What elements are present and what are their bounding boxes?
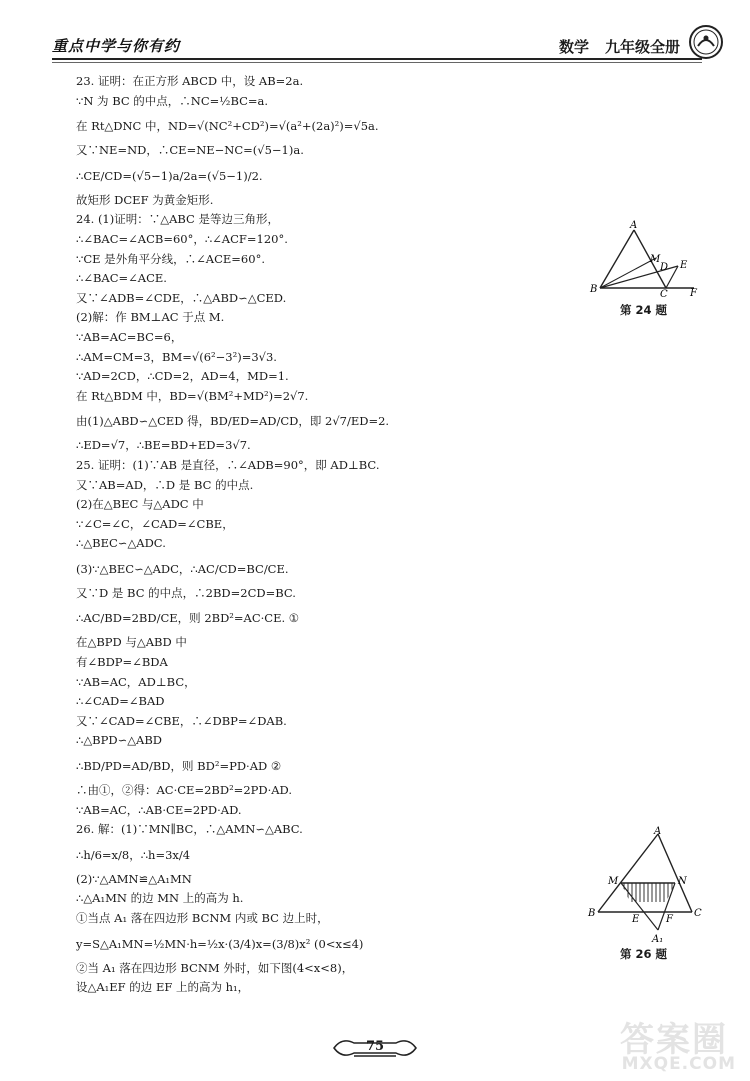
- fig24-label-d: D: [660, 262, 669, 273]
- fig26-label-f: F: [666, 914, 673, 925]
- figure-26-diagram: [584, 826, 708, 946]
- figure-24-diagram: [586, 218, 702, 298]
- text-line: ∴△BPD∽△ABD: [76, 733, 163, 748]
- fig24-label-c: C: [660, 289, 668, 298]
- text-line: ∴BD/PD=AD/BD，则 BD²=PD·AD ②: [76, 759, 282, 774]
- text-line: ∴ED=√7，∴BE=BD+ED=3√7.: [76, 438, 251, 453]
- text-line: ∵AB=AC，∴AB·CE=2PD·AD.: [76, 802, 242, 817]
- text-line: 又∵D 是 BC 的中点，∴2BD=2CD=BC.: [76, 585, 296, 600]
- figure-24-caption: 第 24 题: [620, 303, 668, 317]
- text-line: ∵∠C=∠C，∠CAD=∠CBE，: [76, 516, 234, 531]
- text-line: 又∵AB=AD，∴D 是 BC 的中点.: [76, 477, 254, 492]
- solution-text: [76, 72, 576, 998]
- fig24-label-e: E: [680, 260, 688, 271]
- fig26-label-e: E: [632, 914, 640, 925]
- text-line: ∴△BEC∽△ADC.: [76, 536, 166, 551]
- text-line: 26. 解：(1)∵MN∥BC，∴△AMN∽△ABC.: [76, 822, 303, 837]
- text-line: (2)∵△AMN≌△A₁MN: [76, 871, 192, 886]
- header-grade: 九年级全册: [604, 38, 680, 56]
- text-line: ∴AC/BD=2BD/CE，则 2BD²=AC·CE. ①: [76, 611, 300, 626]
- header-rule: [52, 58, 702, 60]
- watermark-url: MXQE.COM: [621, 1054, 736, 1074]
- text-line: ∵AD=2CD，∴CD=2，AD=4，MD=1.: [76, 369, 289, 384]
- text-line: ∴h/6=x/8，∴h=3x/4: [76, 847, 191, 862]
- fig26-label-b: B: [588, 908, 596, 919]
- fig26-label-n: N: [678, 876, 687, 887]
- text-line: 在△BPD 与△ABD 中: [76, 635, 187, 650]
- fig24-label-b: B: [590, 284, 598, 295]
- text-line: 故矩形 DCEF 为黄金矩形.: [76, 192, 214, 207]
- text-line: ∴CE/CD=(√5−1)a/2a=(√5−1)/2.: [76, 168, 263, 183]
- fig26-label-c: C: [694, 908, 702, 919]
- text-line: 由(1)△ABD∽△CED 得，BD/ED=AD/CD，即 2√7/ED=2.: [76, 414, 390, 429]
- watermark: [574, 1010, 744, 1076]
- fig26-hatch: [624, 881, 672, 904]
- text-line: ∴AM=CM=3，BM=√(6²−3²)=3√3.: [76, 349, 277, 364]
- text-line: ∴△A₁MN 的边 MN 上的高为 h.: [76, 891, 244, 906]
- text-line: y=S△A₁MN=½MN·h=½x·(3/4)x=(3/8)x² (0<x≤4): [76, 936, 364, 951]
- text-line: ∴∠CAD=∠BAD: [76, 694, 165, 709]
- fig26-label-m: M: [608, 876, 619, 887]
- text-line: 24. (1)证明：∵△ABC 是等边三角形，: [76, 212, 280, 227]
- text-line: (2)解：作 BM⊥AC 于点 M.: [76, 310, 225, 325]
- text-line: 25. 证明：(1)∵AB 是直径，∴∠ADB=90°，即 AD⊥BC.: [76, 457, 380, 472]
- text-line: ∴∠BAC=∠ACE.: [76, 271, 167, 286]
- text-line: ①当点 A₁ 落在四边形 BCNM 内或 BC 边上时，: [76, 911, 329, 925]
- text-line: 设△A₁EF 的边 EF 上的高为 h₁，: [76, 980, 250, 995]
- figure-26-caption: 第 26 题: [620, 947, 668, 961]
- text-line: (3)∵△BEC∽△ADC，∴AC/CD=BC/CE.: [76, 561, 289, 576]
- header-emblem-icon: [688, 24, 724, 60]
- text-line: 又∵NE=ND，∴CE=NE−NC=(√5−1)a.: [76, 143, 304, 158]
- text-line: 在 Rt△DNC 中，ND=√(NC²+CD²)=√(a²+(2a)²)=√5a.: [76, 119, 379, 134]
- fig26-label-a: A: [654, 826, 662, 837]
- text-line: ∴由①，②得：AC·CE=2BD²=2PD·AD.: [76, 783, 293, 798]
- text-line: 23. 证明：在正方形 ABCD 中，设 AB=2a.: [76, 74, 304, 88]
- text-line: ∵AB=AC，AD⊥BC，: [76, 674, 196, 689]
- page-number: 75: [365, 1039, 385, 1054]
- header-logo: [52, 34, 222, 56]
- text-line: ∵N 为 BC 的中点，∴NC=½BC=a.: [76, 93, 269, 108]
- header-logo-text: 重点中学与你有约: [52, 36, 181, 55]
- fig24-label-a: A: [630, 220, 638, 231]
- text-line: ②当 A₁ 落在四边形 BCNM 外时，如下图(4<x<8)，: [76, 960, 354, 975]
- text-line: 又∵∠CAD=∠CBE，∴∠DBP=∠DAB.: [76, 713, 287, 728]
- header-rule-thin: [52, 62, 702, 63]
- header-subject: 数学: [558, 38, 589, 56]
- text-line: 在 Rt△BDM 中，BD=√(BM²+MD²)=2√7.: [76, 388, 309, 403]
- text-line: (2)在△BEC 与△ADC 中: [76, 497, 204, 512]
- fig26-label-a1: A₁: [652, 934, 664, 945]
- watermark-logo-text: 答案圈: [620, 1020, 728, 1060]
- text-line: 有∠BDP=∠BDA: [76, 655, 168, 670]
- fig24-label-m: M: [650, 254, 661, 265]
- text-line: ∵CE 是外角平分线，∴∠ACE=60°.: [76, 251, 265, 266]
- page-number-ornament: [330, 1035, 420, 1061]
- header-subject-grade: [559, 36, 680, 57]
- text-line: ∵AB=AC=BC=6，: [76, 329, 183, 344]
- text-line: 又∵∠ADB=∠CDE，∴△ABD∽△CED.: [76, 290, 287, 305]
- fig24-label-f: F: [690, 288, 697, 298]
- text-line: ∴∠BAC=∠ACB=60°，∴∠ACF=120°.: [76, 231, 288, 246]
